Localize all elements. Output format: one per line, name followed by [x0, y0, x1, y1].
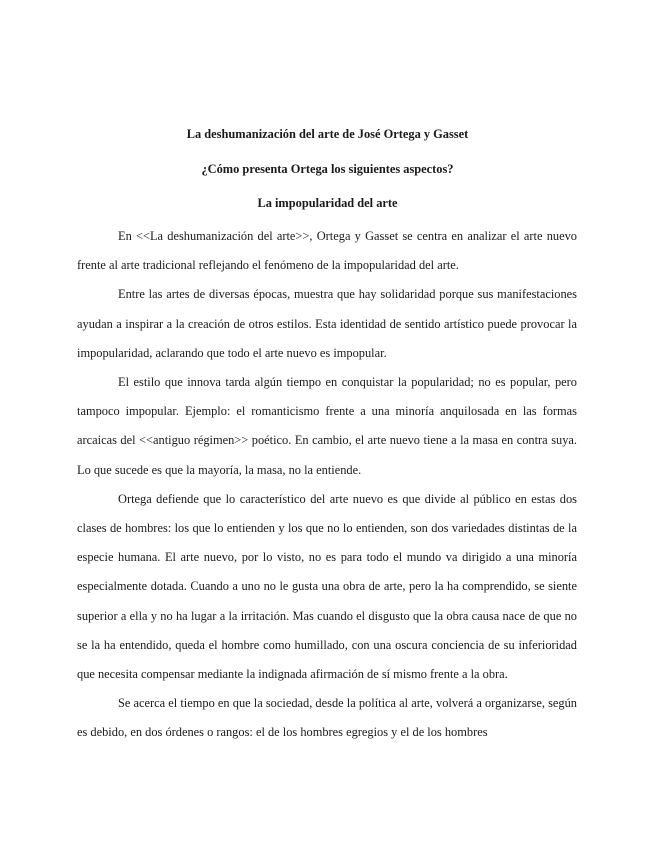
paragraph: Ortega defiende que lo característico del arte nuevo es que divide al público en estas dos clases de hombres: los que lo entienden y los que no lo entienden, son dos variedades distintas de la especie humana. El arte nuevo, por lo visto, no es para todo el mundo va dirigido a una minoría especialmente dotada. Cuando a uno no le gusta una obra de arte, pero la ha comprendido, se siente superior a ella y no ha lugar a la irritación. Mas cuando el disgusto que la obra causa nace de que no se la ha entendido, queda el hombre como humillado, con una oscura conciencia de su inferioridad que necesita compensar mediante la indignada afirmación de sí mismo frente a la obra. [77, 491, 577, 682]
paragraph: Entre las artes de diversas épocas, muestra que hay solidaridad porque sus manifestaciones ayudan a inspirar a la creación de otros estilos. Esta identidad de sentido artístico puede provocar la impopularidad, aclarando que todo el arte nuevo es impopular. [77, 287, 577, 360]
document-body [77, 222, 577, 748]
paragraph: El estilo que innova tarda algún tiempo en conquistar la popularidad; no es popular, pero tampoco impopular. Ejemplo: el romanticismo frente a una minoría anquilosada en las formas arcaicas del <<antiguo régimen>> poético. En cambio, el arte nuevo tiene a la masa en contra suya. Lo que sucede es que la mayoría, la masa, no la entiende. [77, 375, 577, 477]
document-title: La deshumanización del arte de José Ortega y Gasset [186, 127, 469, 141]
document-question: ¿Cómo presenta Ortega los siguientes aspectos? [201, 162, 454, 176]
paragraph: En <<La deshumanización del arte>>, Ortega y Gasset se centra en analizar el arte nuevo frente al arte tradicional reflejando el fenómeno de la impopularidad del arte. [77, 229, 577, 273]
paragraph: Se acerca el tiempo en que la sociedad, desde la política al arte, volverá a organizarse, según es debido, en dos órdenes o rangos: el de los hombres egregios y el de los hombres [77, 696, 577, 740]
section-heading: La impopularidad del arte [257, 196, 398, 210]
